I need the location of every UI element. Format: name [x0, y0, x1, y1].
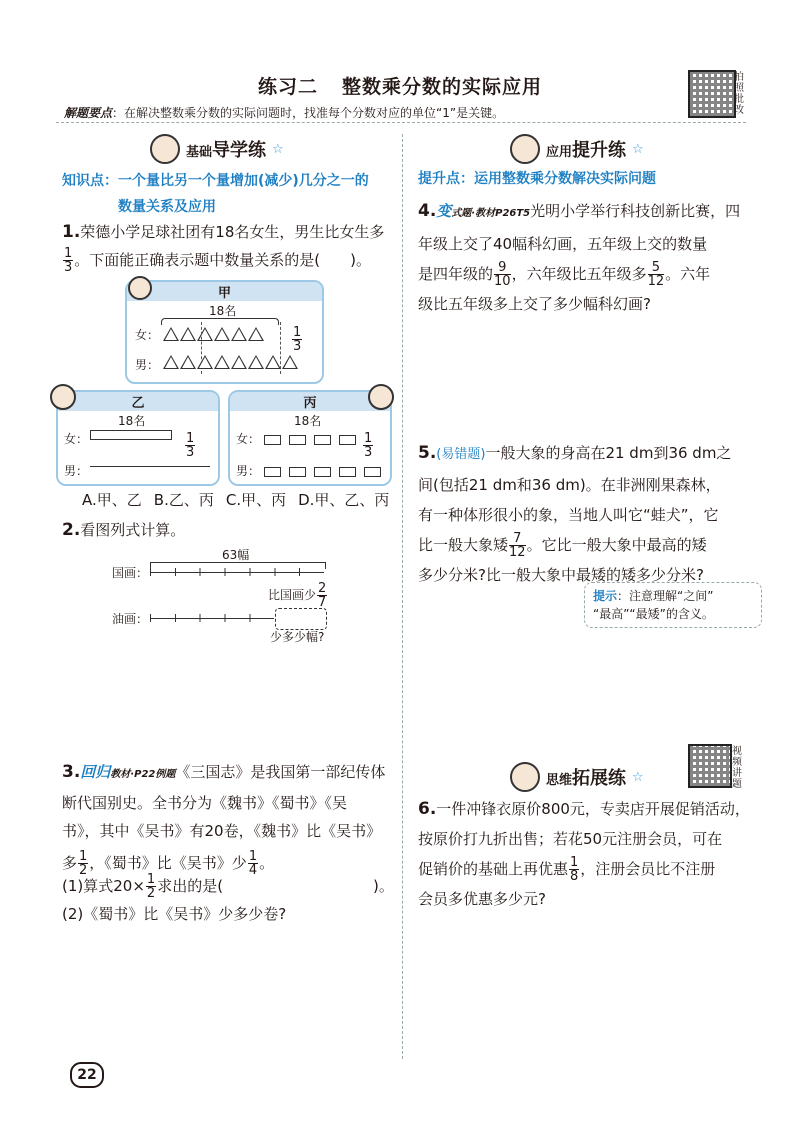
section-basic	[150, 134, 284, 164]
yi-girls-bar	[90, 430, 172, 440]
mascot-icon	[150, 134, 180, 164]
q5-badge: (易错题)	[436, 447, 486, 462]
question-5: 5.(易错题)一般大象的身高在21 dm到36 dm之 间(包括21 dm和36 dm)。在非洲刚果森林， 有一种体形很小的象，当地人叫它“蛙犬”，它 比一般大象矮 $\frac{7}{12}$ 。它比一般大象中最高的矮 多少分米?比一般大象中最矮的矮多少分米?	[418, 438, 763, 590]
q2-total-label: 63幅	[222, 548, 250, 562]
q3-line2: 断代国别史。全书分为《魏书》《蜀书》《吴	[62, 794, 348, 812]
rabbit-mascot-icon	[128, 276, 152, 300]
qr-label-bottom: 视频讲题	[732, 746, 742, 790]
q4-fraction-1: $\frac{9}{10}$	[494, 260, 511, 289]
bing-boys-label: 男：	[236, 464, 261, 478]
r-section-title-b: 提升练	[572, 140, 627, 161]
q2-diff-brace	[275, 608, 327, 630]
yi-count-label: 18名	[118, 414, 146, 428]
hint-label: 提示	[593, 589, 618, 603]
q2-row2-label: 油画：	[112, 612, 149, 626]
topic-label: 整数乘分数的实际应用	[342, 76, 543, 98]
mascot-icon-2	[510, 134, 540, 164]
q3-sub2: (2)《蜀书》比《吴书》少多少卷?	[62, 905, 287, 923]
q1-option-b[interactable]: B.乙、丙	[153, 491, 214, 509]
diagram-bing-title: 丙	[230, 392, 390, 411]
r-section2-title-b: 拓展练	[572, 768, 627, 789]
section-thinking	[510, 762, 644, 792]
bing-girls-label: 女：	[236, 432, 261, 446]
jia-part-fraction: $\frac{1}{3}$	[293, 325, 302, 354]
jia-count-label: 18名	[209, 304, 237, 318]
q3-sub1: (1)算式20× $\frac{1}{2}$ 求出的是( )。	[62, 872, 394, 901]
q3-badge: 回归教材·P22例题	[80, 763, 176, 781]
q1-option-c[interactable]: C.甲、丙	[225, 491, 287, 509]
q1-number: 1.	[62, 222, 81, 242]
q5-line5: 多少分米?比一般大象中最矮的矮多少分米?	[418, 566, 704, 584]
diagram-bing	[228, 390, 392, 486]
tip-text: ：在解决整数乘分数的实际问题时，找准每个分数对应的单位“1”是关键。	[112, 106, 505, 120]
knowledge-line2: 数量关系及应用	[118, 199, 216, 215]
q3-number: 3.	[62, 762, 81, 782]
q4-badge: 变式题·教材P26T5	[436, 202, 531, 220]
q5-line1: 一般大象的身高在21 dm到36 dm之	[485, 444, 732, 462]
r-section-title-a: 应用	[546, 145, 573, 160]
q1-fraction: $\frac{1}{3}$	[64, 246, 73, 275]
section-title-a: 基础	[186, 145, 213, 160]
q4-number: 4.	[418, 201, 437, 221]
q1-option-a[interactable]: A.甲、乙	[82, 491, 142, 509]
knowledge-line1: 知识点：一个量比另一个量增加(减少)几分之一的	[62, 173, 369, 189]
q3-sub1-fraction: $\frac{1}{2}$	[146, 872, 156, 901]
cat-mascot-icon	[368, 384, 394, 410]
q5-line2: 间(包括21 dm和36 dm)。在非洲刚果森林，	[418, 476, 721, 494]
q2-less-fraction: $\frac{2}{7}$	[318, 581, 327, 610]
bing-boys-row	[264, 462, 389, 481]
yi-boys-bar	[90, 466, 210, 467]
q5-fraction: $\frac{7}{12}$	[509, 531, 526, 560]
improvement-point: 提升点：运用整数乘分数解决实际问题	[418, 171, 656, 187]
q6-line2: 按原价打九折出售；若花50元注册会员，可在	[418, 830, 723, 848]
q3-line1: 《三国志》是我国第一部纪传体	[175, 763, 386, 781]
jia-boys-row	[163, 354, 299, 373]
q1-option-d[interactable]: D.甲、乙、丙	[298, 491, 390, 509]
page-number: 22	[70, 1062, 104, 1088]
q3-line4b: ，《蜀书》比《吴书》少	[89, 854, 247, 872]
bing-girls-row	[264, 430, 364, 449]
question-1	[62, 218, 392, 274]
q2-row1-label: 国画：	[112, 566, 149, 580]
qr-code-bottom[interactable]	[688, 744, 732, 788]
q3-line4a: 多	[62, 854, 78, 872]
q4-fraction-2: $\frac{5}{12}$	[647, 260, 665, 289]
question-6: 6.一件冲锋衣原价800元，专卖店开展促销活动， 按原价打九折出售；若花50元注册会员，可在 促销价的基础上再优惠 $\frac{1}{8}$ ，注册会员比不注册 会员多优惠多少元?	[418, 794, 763, 914]
question-4: 4.变式题·教材P26T5光明小学举行科技创新比赛，四 年级上交了40幅科幻画，五年级上交的数量 是四年级的 $\frac{9}{10}$ ，六年级比五年级多 $\frac{5}{12}$ 。六年 级比五年级多上交了多少幅科幻画?	[418, 196, 758, 319]
knowledge-point	[62, 168, 369, 220]
r-section2-title-a: 思维	[546, 773, 573, 788]
q2-less-label: 比国画少 $\frac{2}{7}$	[268, 581, 327, 610]
star-icon-3: ☆	[632, 769, 644, 785]
q2-number: 2.	[62, 520, 81, 540]
q2-question: 少多少幅?	[270, 630, 325, 644]
star-icon-2: ☆	[632, 141, 644, 157]
column-divider	[402, 134, 403, 1059]
q6-fraction: $\frac{1}{8}$	[570, 855, 579, 884]
yi-part-fraction: $\frac{1}{3}$	[186, 431, 195, 460]
yi-boys-label: 男：	[64, 464, 89, 478]
tip-label: 解题要点	[64, 106, 113, 120]
bing-count-label: 18名	[294, 414, 322, 428]
q2-row2-ticks	[150, 614, 274, 622]
yi-girls-label: 女：	[64, 432, 89, 446]
qr-label-top: 拍照批改	[734, 72, 744, 116]
q5-line3: 有一种体形很小的象，当地人叫它“蛙犬”，它	[418, 506, 719, 524]
q2-row1-ticks	[150, 568, 324, 576]
q6-number: 6.	[418, 799, 437, 819]
star-icon: ☆	[272, 141, 284, 157]
q6-line1: 一件冲锋衣原价800元，专卖店开展促销活动，	[436, 800, 750, 818]
solving-tip	[64, 104, 504, 121]
diagram-jia-title: 甲	[127, 282, 322, 301]
q2-text: 看图列式计算。	[80, 521, 186, 539]
mascot-icon-3	[510, 762, 540, 792]
page-title	[0, 72, 800, 99]
section-title-b: 导学练	[212, 140, 267, 161]
q1-options	[82, 486, 389, 514]
q1-line2: 。下面能正确表示题中数量关系的是( )。	[74, 251, 371, 269]
question-2	[62, 516, 185, 544]
q5-hint: 提示：注意理解“之间” “最高”“最矮”的含义。	[584, 582, 762, 628]
jia-boys-label: 男：	[135, 358, 160, 372]
q1-line1: 荣德小学足球社团有18名女生，男生比女生多	[80, 223, 385, 241]
exercise-label: 练习二	[257, 76, 318, 98]
q3-fraction-1: $\frac{1}{2}$	[79, 849, 88, 878]
diagram-jia	[125, 280, 324, 384]
bunny-mascot-icon	[50, 384, 76, 410]
q4-line1: 光明小学举行科技创新比赛，四	[530, 202, 741, 220]
jia-girls-label: 女：	[135, 328, 160, 342]
q4-line2: 年级上交了40幅科幻画，五年级上交的数量	[418, 235, 708, 253]
section-application	[510, 134, 644, 164]
q6-line4: 会员多优惠多少元?	[418, 890, 546, 908]
q5-number: 5.	[418, 443, 437, 463]
qr-code-top[interactable]	[688, 70, 736, 118]
q3-line4c: 。	[259, 854, 275, 872]
diagram-yi	[56, 390, 220, 486]
question-3	[62, 758, 397, 877]
q3-fraction-2: $\frac{1}{4}$	[248, 849, 258, 878]
tip-divider	[56, 122, 746, 123]
diagram-yi-title: 乙	[58, 392, 218, 411]
q4-line4: 级比五年级多上交了多少幅科幻画?	[418, 295, 651, 313]
bing-part-fraction: $\frac{1}{3}$	[364, 431, 373, 460]
q3-line3: 书》，其中《吴书》有20卷，《魏书》比《吴书》	[62, 822, 382, 840]
